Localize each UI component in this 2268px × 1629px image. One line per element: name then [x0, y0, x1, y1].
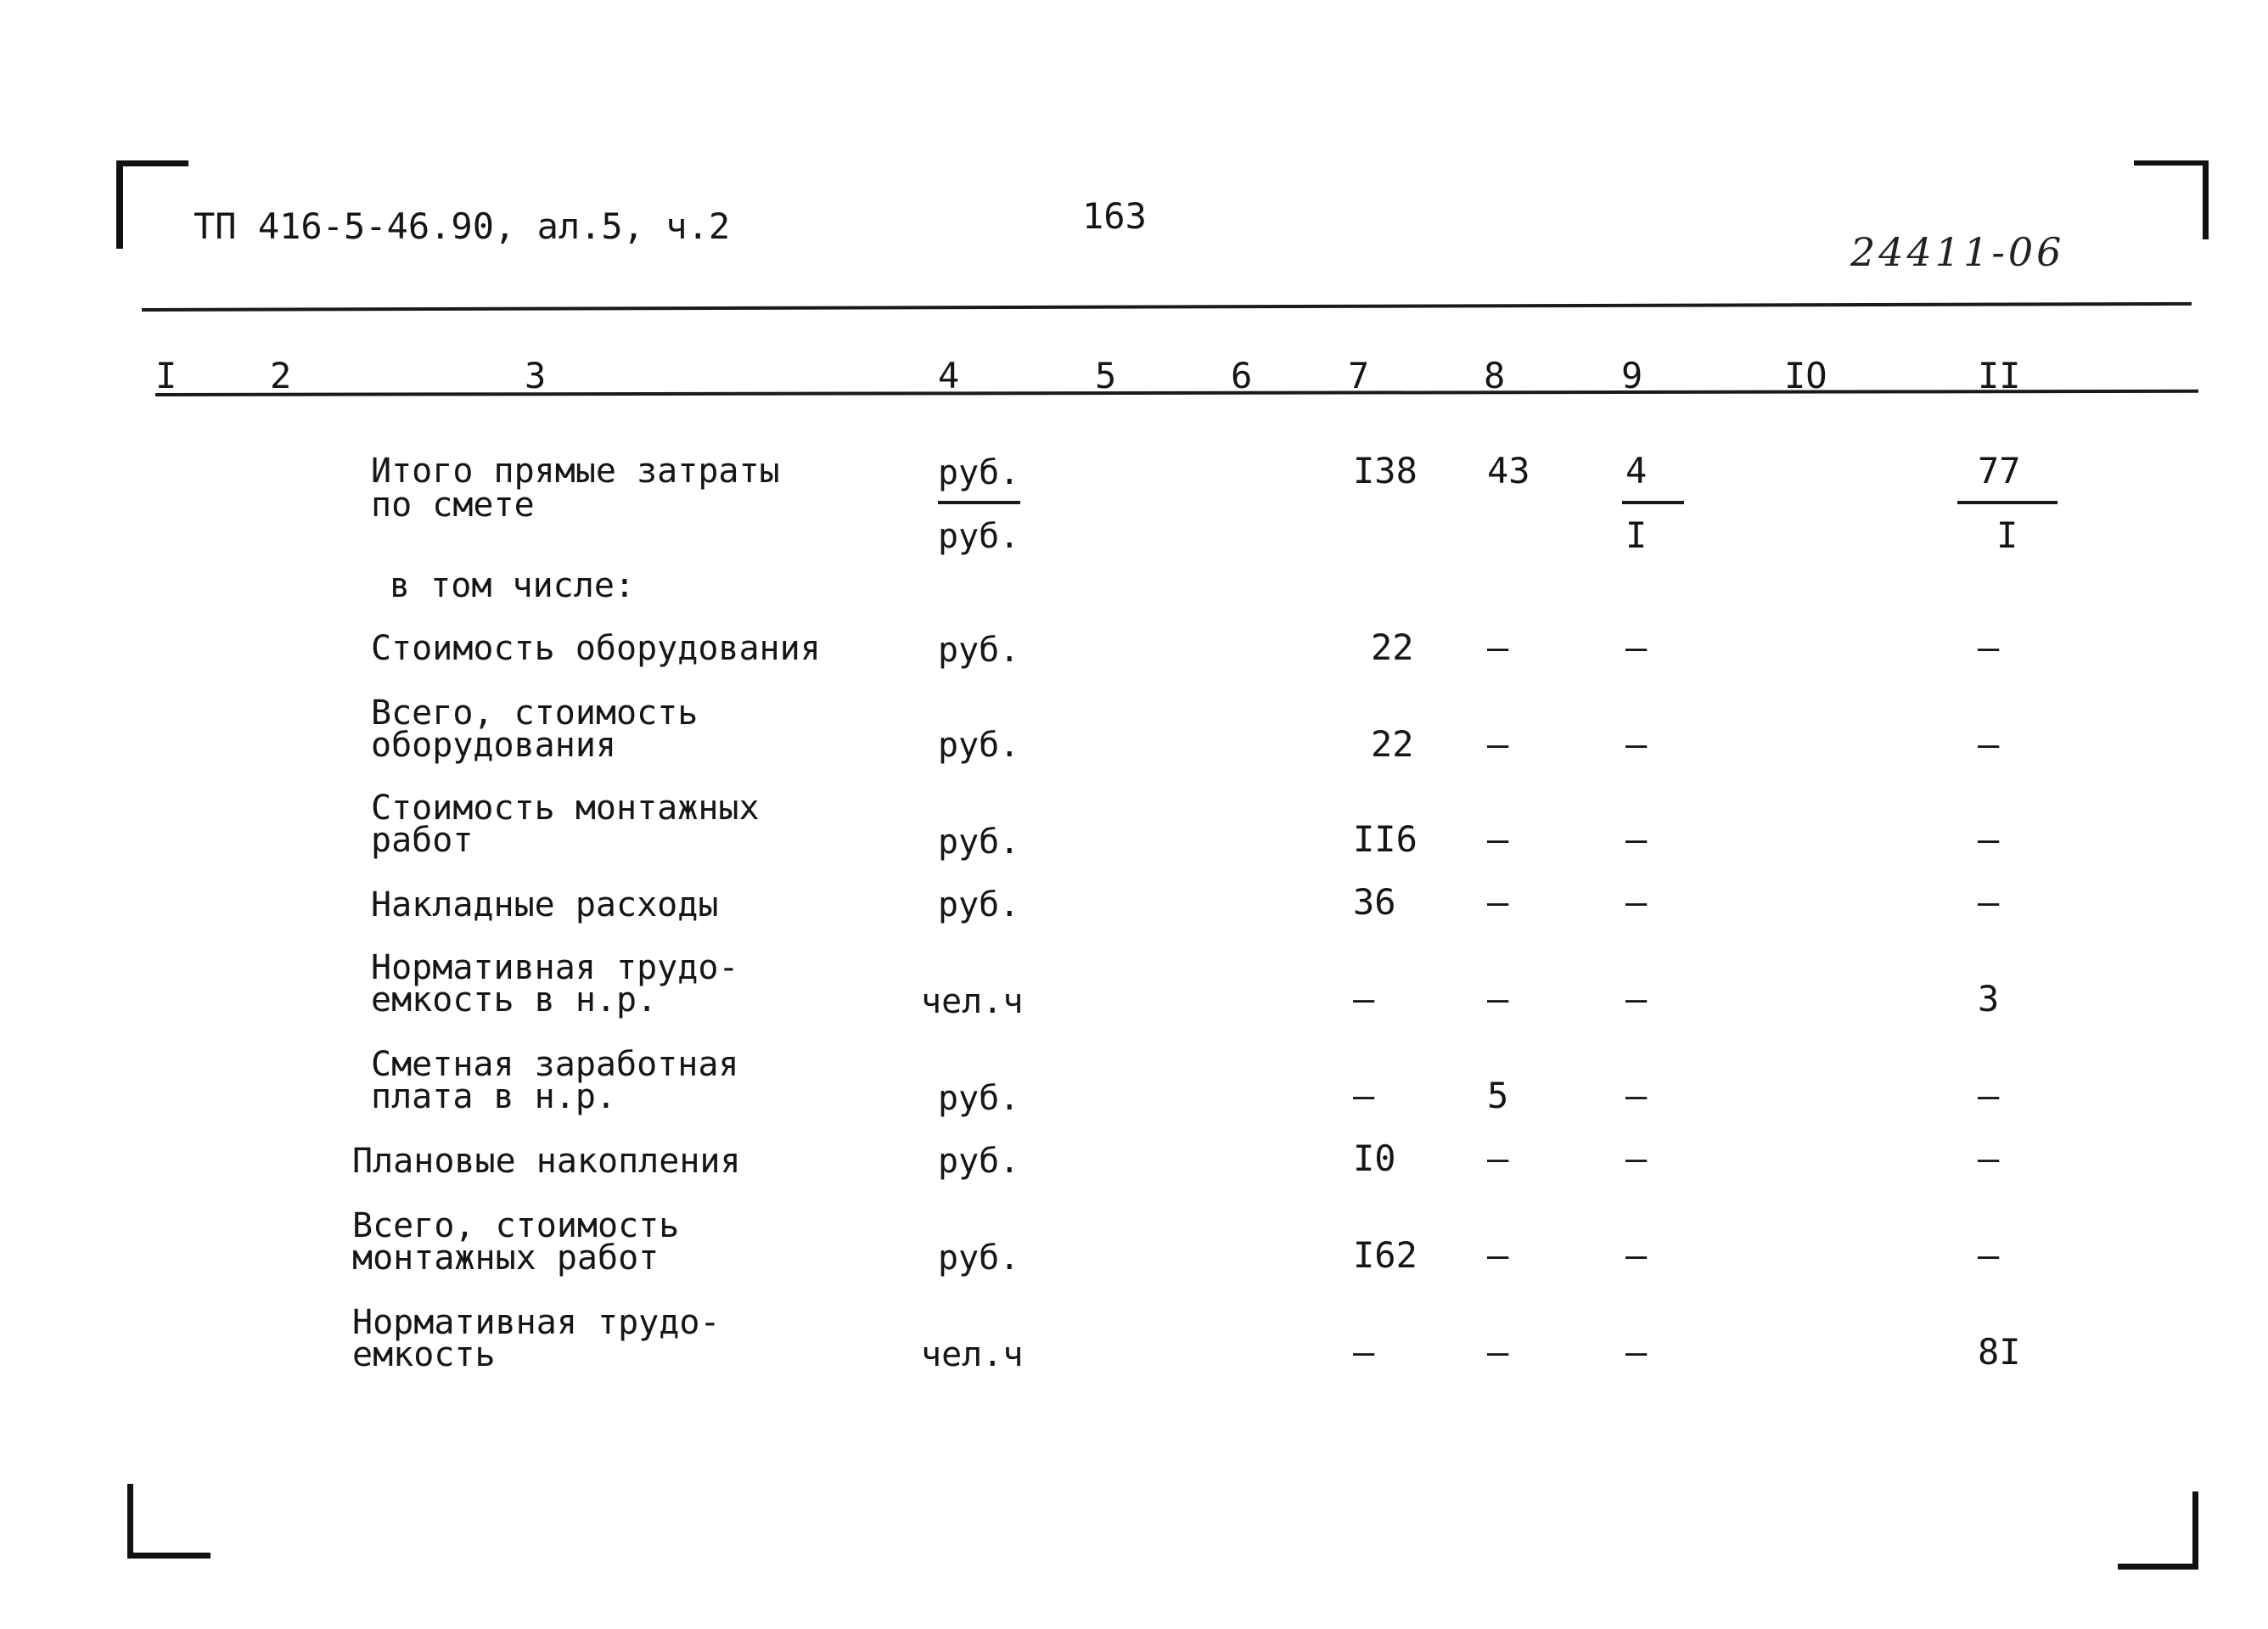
value-col11: – — [1978, 1137, 2000, 1179]
value-col8: – — [1487, 1137, 1509, 1179]
unit: руб. — [938, 885, 1020, 924]
row-name-line: Стоимость оборудования — [371, 629, 821, 668]
row-name-line: монтажных работ — [352, 1239, 660, 1278]
value-col7: II6 — [1353, 818, 1418, 860]
col9-fraction-line — [1622, 501, 1684, 504]
value-col7: – — [1353, 1331, 1375, 1373]
corner-bracket-bottom-left-h — [127, 1553, 211, 1559]
page-number: 163 — [1082, 195, 1147, 237]
value-col9: – — [1625, 723, 1648, 765]
unit-numerator: руб. — [938, 453, 1020, 492]
unit: руб. — [938, 823, 1020, 862]
unit-denominator: руб. — [938, 517, 1020, 556]
value-col8: – — [1487, 1234, 1509, 1276]
col11-fraction-line — [1957, 501, 2057, 504]
value-col11: 8I — [1978, 1331, 2021, 1373]
unit: руб. — [938, 1079, 1020, 1118]
row-name-line: по смете — [371, 486, 535, 525]
column-number: 2 — [270, 355, 292, 396]
column-number: II — [1978, 355, 2021, 396]
unit: руб. — [938, 631, 1020, 670]
unit: руб. — [938, 1142, 1020, 1181]
row-name-line: Нормативная трудо- — [371, 948, 739, 987]
value-col9: – — [1625, 626, 1648, 668]
row-name-line: Нормативная трудо- — [352, 1303, 721, 1342]
value-col9: – — [1625, 1331, 1648, 1373]
value-col9: – — [1625, 1234, 1648, 1276]
value-col11: – — [1978, 818, 2000, 860]
document-code: ТП 416-5-46.90, ал.5, ч.2 — [194, 205, 731, 247]
value-col11: – — [1978, 1234, 2000, 1276]
value-col8: – — [1487, 881, 1509, 923]
value-col11: – — [1978, 881, 2000, 923]
unit: чел.ч — [921, 982, 1024, 1021]
row-name-line: плата в н.р. — [371, 1077, 616, 1116]
corner-bracket-top-left — [116, 160, 123, 249]
value-col11: – — [1978, 626, 2000, 668]
value-col11: – — [1978, 1075, 2000, 1116]
value-col11: 3 — [1978, 978, 2000, 1020]
column-number: 9 — [1621, 355, 1643, 396]
corner-bracket-top-left-h — [116, 160, 188, 166]
column-number: I — [155, 355, 177, 396]
row-name-line: Стоимость монтажных — [371, 789, 760, 828]
value-col8: – — [1487, 978, 1509, 1020]
value-col9: – — [1625, 1075, 1648, 1116]
row-name-line: работ — [371, 821, 474, 860]
column-number: 7 — [1348, 355, 1370, 396]
row-name-line: оборудования — [371, 726, 616, 765]
corner-bracket-top-right — [2203, 160, 2209, 239]
value-col7: I38 — [1353, 450, 1418, 492]
unit: чел.ч — [921, 1335, 1024, 1374]
row-name-line: Плановые накопления — [352, 1142, 741, 1181]
value-col9: – — [1625, 1137, 1648, 1179]
corner-bracket-bottom-right-h — [2118, 1564, 2198, 1570]
unit-fraction-line — [938, 501, 1020, 504]
subtotal-label: в том числе: — [390, 566, 635, 605]
value-col7: 36 — [1353, 881, 1396, 923]
column-header-rule — [155, 390, 2198, 396]
row-name-line: Всего, стоимость — [371, 694, 699, 733]
column-number: 4 — [938, 355, 960, 396]
value-col7: – — [1353, 1075, 1375, 1116]
column-number: 5 — [1095, 355, 1117, 396]
value-col11: – — [1978, 723, 2000, 765]
value-col9: – — [1625, 978, 1648, 1020]
value-col8: – — [1487, 818, 1509, 860]
value-col8: – — [1487, 723, 1509, 765]
row-name-line: емкость — [352, 1335, 496, 1374]
row-name-line: Накладные расходы — [371, 885, 719, 924]
column-number: 8 — [1484, 355, 1506, 396]
value-col8: 5 — [1487, 1075, 1509, 1116]
row-name-line: емкость в н.р. — [371, 980, 658, 1020]
column-number: IO — [1784, 355, 1827, 396]
unit: руб. — [938, 1239, 1020, 1278]
value-col7: I0 — [1353, 1137, 1396, 1179]
value-col7: 22 — [1371, 723, 1414, 765]
corner-bracket-bottom-right — [2192, 1491, 2198, 1570]
value-col7: – — [1353, 978, 1375, 1020]
corner-bracket-bottom-left — [127, 1484, 133, 1559]
value-col7: I62 — [1353, 1234, 1418, 1276]
corner-bracket-top-right-h — [2134, 160, 2209, 166]
value-col8: – — [1487, 626, 1509, 668]
value-col8: – — [1487, 1331, 1509, 1373]
value-col7: 22 — [1371, 626, 1414, 668]
inventory-number: 24411-06 — [1850, 229, 2065, 275]
value-col11-denominator: I — [1996, 514, 2018, 556]
value-col9: – — [1625, 881, 1648, 923]
value-col11-numerator: 77 — [1978, 450, 2021, 492]
row-name-line: Всего, стоимость — [352, 1206, 680, 1245]
value-col9: – — [1625, 818, 1648, 860]
column-number: 6 — [1231, 355, 1253, 396]
header-rule — [142, 302, 2192, 312]
row-name-line: Сметная заработная — [371, 1045, 739, 1084]
value-col8: 43 — [1487, 450, 1530, 492]
column-number: 3 — [525, 355, 547, 396]
value-col9-denominator: I — [1625, 514, 1648, 556]
unit: руб. — [938, 726, 1020, 765]
row-name-line: Итого прямые затраты — [371, 452, 780, 491]
value-col9-numerator: 4 — [1625, 450, 1648, 492]
